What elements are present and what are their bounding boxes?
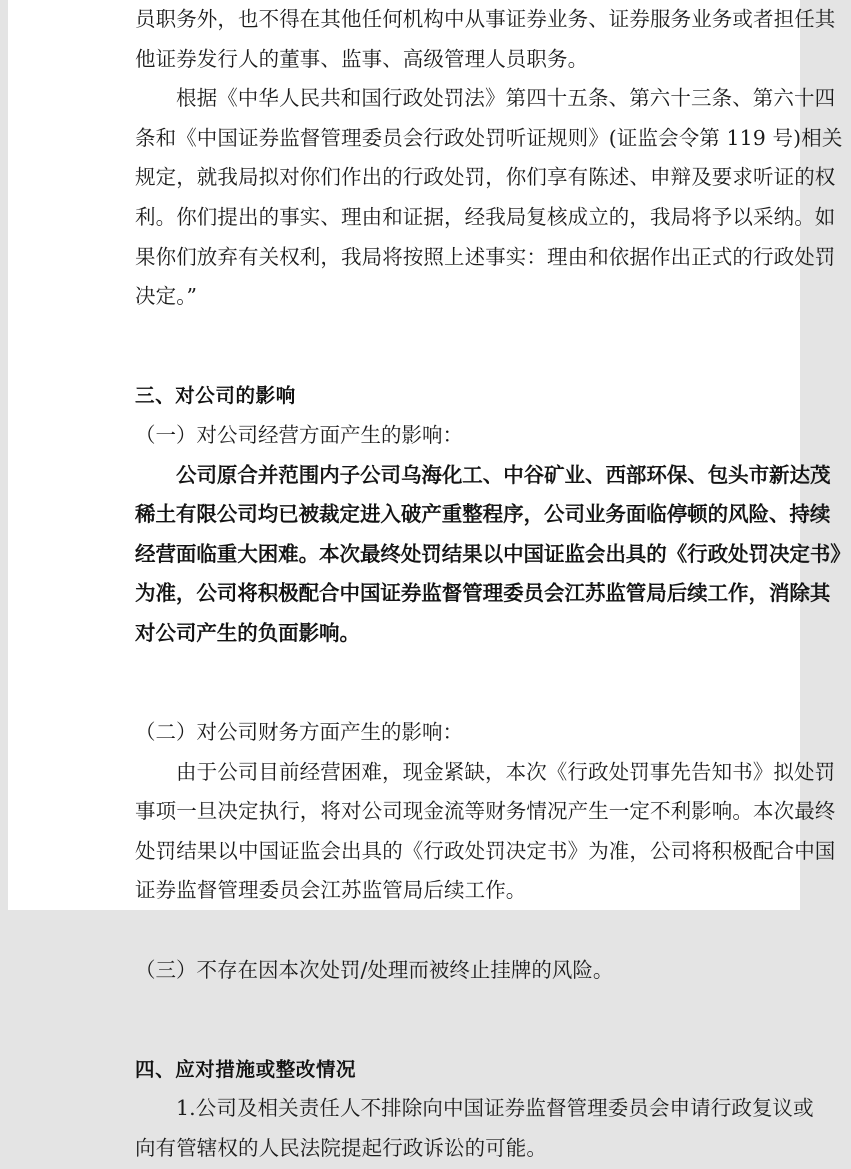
paragraph-line: 经营面临重大困难。本次最终处罚结果以中国证监会出具的《行政处罚决定书》 bbox=[135, 541, 851, 566]
paragraph-line: 员职务外，也不得在其他任何机构中从事证券业务、证券服务业务或者担任其 bbox=[135, 7, 836, 31]
paragraph-gap bbox=[135, 317, 686, 357]
paragraph-gap bbox=[135, 990, 686, 1030]
paragraph-line: 处罚结果以中国证监会出具的《行政处罚决定书》为准，公司将积极配合中国 bbox=[135, 838, 836, 863]
paragraph-line: 条和《中国证券监督管理委员会行政处罚听证规则》(证监会令第 119 号)相关 bbox=[135, 125, 843, 150]
paragraph-line: 由于公司目前经营困难，现金紧缺，本次《行政处罚事先告知书》拟处罚 bbox=[176, 759, 836, 784]
paragraph-line: 事项一旦决定执行，将对公司现金流等财务情况产生一定不利影响。本次最终 bbox=[135, 799, 836, 824]
paragraph-gap bbox=[135, 356, 686, 376]
paragraph-business-impact bbox=[135, 456, 851, 654]
paragraph-gap bbox=[135, 654, 686, 694]
paragraph-gap bbox=[135, 911, 686, 951]
subsection-title-one: （一）对公司经营方面产生的影响： bbox=[135, 422, 463, 447]
paragraph-remedial-item-one bbox=[135, 1089, 814, 1168]
paragraph-gap bbox=[135, 1030, 686, 1050]
paragraph-financial-impact bbox=[135, 753, 836, 911]
paragraph-line: 公司原合并范围内子公司乌海化工、中谷矿业、西部环保、包头市新达茂 bbox=[176, 462, 831, 487]
paragraph-line: 规定，就我局拟对你们作出的行政处罚，你们享有陈述、申辩及要求听证的权 bbox=[135, 165, 836, 190]
paragraph-line: 稀土有限公司均已被裁定进入破产重整程序，公司业务面临停顿的风险、持续 bbox=[135, 502, 831, 527]
section-heading-four: 四、应对措施或整改情况 bbox=[135, 1057, 357, 1081]
paragraph-line: 为准，公司将积极配合中国证券监督管理委员会江苏监管局后续工作，消除其 bbox=[135, 581, 831, 606]
paragraph-line: 根据《中华人民共和国行政处罚法》第四十五条、第六十三条、第六十四 bbox=[176, 86, 836, 111]
paragraph-gap bbox=[135, 693, 686, 713]
paragraph-line: 利。你们提出的事实、理由和证据，经我局复核成立的，我局将予以采纳。如 bbox=[135, 204, 836, 229]
subsection-title-three: （三）不存在因本次处罚/处理而被终止挂牌的风险。 bbox=[135, 957, 614, 982]
paragraph-line: 证券监督管理委员会江苏监管局后续工作。 bbox=[135, 878, 527, 903]
paragraph-continued bbox=[135, 0, 836, 79]
paragraph-line: 果你们放弃有关权利，我局将按照上述事实：理由和依据作出正式的行政处罚 bbox=[135, 244, 836, 269]
paragraph-line: 决定。” bbox=[135, 284, 198, 309]
document-text-column bbox=[135, 0, 851, 1169]
paragraph-line: 1.公司及相关责任人不排除向中国证券监督管理委员会申请行政复议或 bbox=[176, 1096, 814, 1121]
document-page-sheet bbox=[8, 0, 851, 1161]
section-heading-three: 三、对公司的影响 bbox=[135, 384, 296, 408]
paragraph-line: 向有管辖权的人民法院提起行政诉讼的可能。 bbox=[135, 1136, 547, 1161]
paragraph-legal-basis bbox=[135, 79, 843, 317]
paragraph-line: 他证券发行人的董事、监事、高级管理人员职务。 bbox=[135, 46, 589, 71]
paragraph-line: 对公司产生的负面影响。 bbox=[135, 620, 360, 645]
subsection-title-two: （二）对公司财务方面产生的影响： bbox=[135, 720, 463, 745]
